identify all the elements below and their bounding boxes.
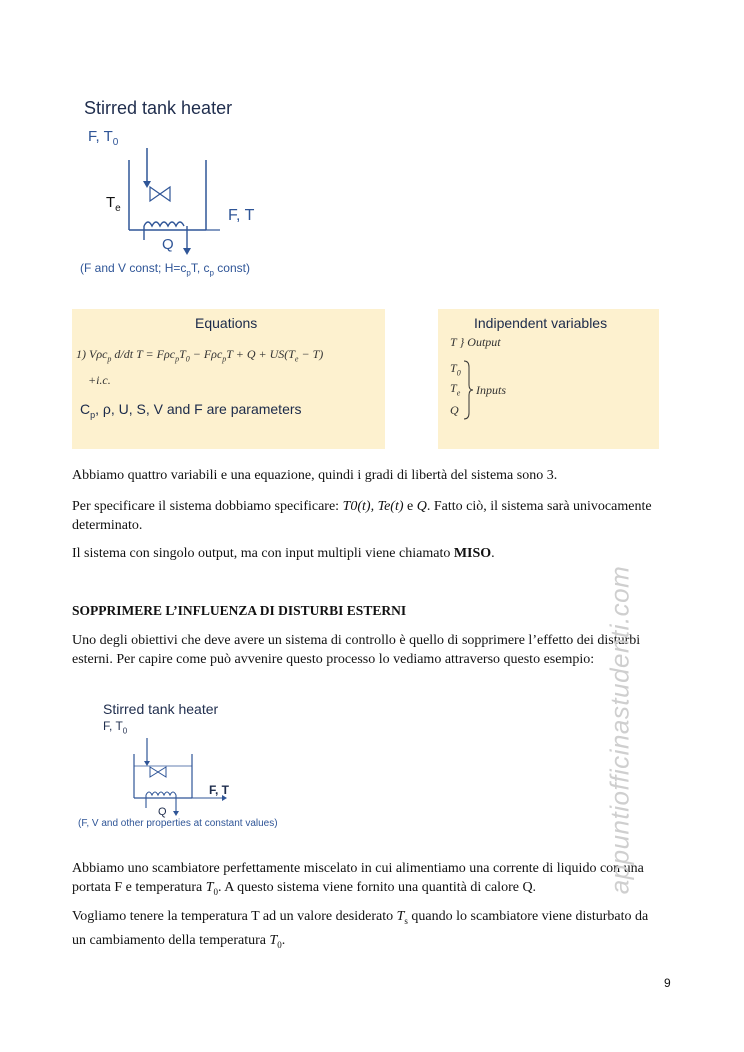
paragraph-specify-system: Per specificare il sistema dobbiamo specificare: T0(t), Te(t) e Q. Fatto ciò, il sistema sarà univocamente determinato. [72,499,652,533]
paragraph-disturbances: Uno degli obiettivi che deve avere un sistema di controllo è quello di sopprimere l’effetto dei disturbi esterni. Per capire come può avvenire questo processo lo vediamo attraverso questo esempio: [72,633,641,667]
watermark: appuntiofficinastudenti.com [604,565,635,895]
input-variable-2: $T_e$ [450,381,461,398]
parameters-text: $C_p$, ρ, U, S, V and F are parameters [80,401,302,420]
figure1-inlet-label: F, $T_0$ [88,128,119,148]
equation-line-1: 1) Vρc$_p$ d/dt $T = F\rho c_pT_0 - F\rho c_pT + Q + US(T_e - T)$ [76,347,324,364]
figure1-te-label: $T_e$ [106,194,121,214]
variables-title: Indipendent variables [474,315,608,331]
figure2-outlet-label: F, T [209,783,229,797]
figure2-inlet-label: F, $T_0$ [103,719,128,736]
equation-line-2: +i.c. [88,373,111,387]
section-heading: SOPPRIMERE L’INFLUENZA DI DISTURBI ESTERNI [72,603,407,618]
figure1-caption: (F and V const; $H=c_pT$, $c_p$ const) [80,261,250,278]
paragraph-setpoint: Vogliamo tenere la temperatura T ad un valore desiderato $T_s$ quando lo scambiatore viene disturbato da un cambiamento della temperatura $T_0$. [72,909,649,950]
figure1-diagram [100,140,260,260]
paragraph-miso: Il sistema con singolo output, ma con input multipli viene chiamato MISO. [72,546,495,561]
paragraph-degrees-of-freedom: Abbiamo quattro variabili e una equazione, quindi i gradi di libertà del sistema sono 3. [72,468,558,483]
input-variable-1: $T_0$ [450,361,461,378]
figure1-q-label: Q [162,236,174,253]
figure2-diagram [126,734,236,824]
page-number: 9 [664,976,671,990]
output-variable: T } Output [450,335,501,349]
input-variable-3: Q [450,403,459,417]
figure2-q-label: Q [158,806,167,818]
equations-title: Equations [195,315,258,331]
variables-box [438,309,659,449]
figure1-outlet-label: F, T [228,207,255,224]
paragraph-heat-exchanger: Abbiamo uno scambiatore perfettamente miscelato in cui alimentiamo una corrente di liquido con una portata F e temperatura $T_0$. A questo sistema viene fornito una quantità di calore Q. [72,861,644,897]
figure2-title: Stirred tank heater [103,701,219,717]
equations-box [72,309,385,449]
figure2-caption: (F, V and other properties at constant values) [78,818,278,829]
inputs-brace [462,359,474,421]
inputs-label: Inputs [476,383,506,397]
figure1-title: Stirred tank heater [84,98,233,118]
